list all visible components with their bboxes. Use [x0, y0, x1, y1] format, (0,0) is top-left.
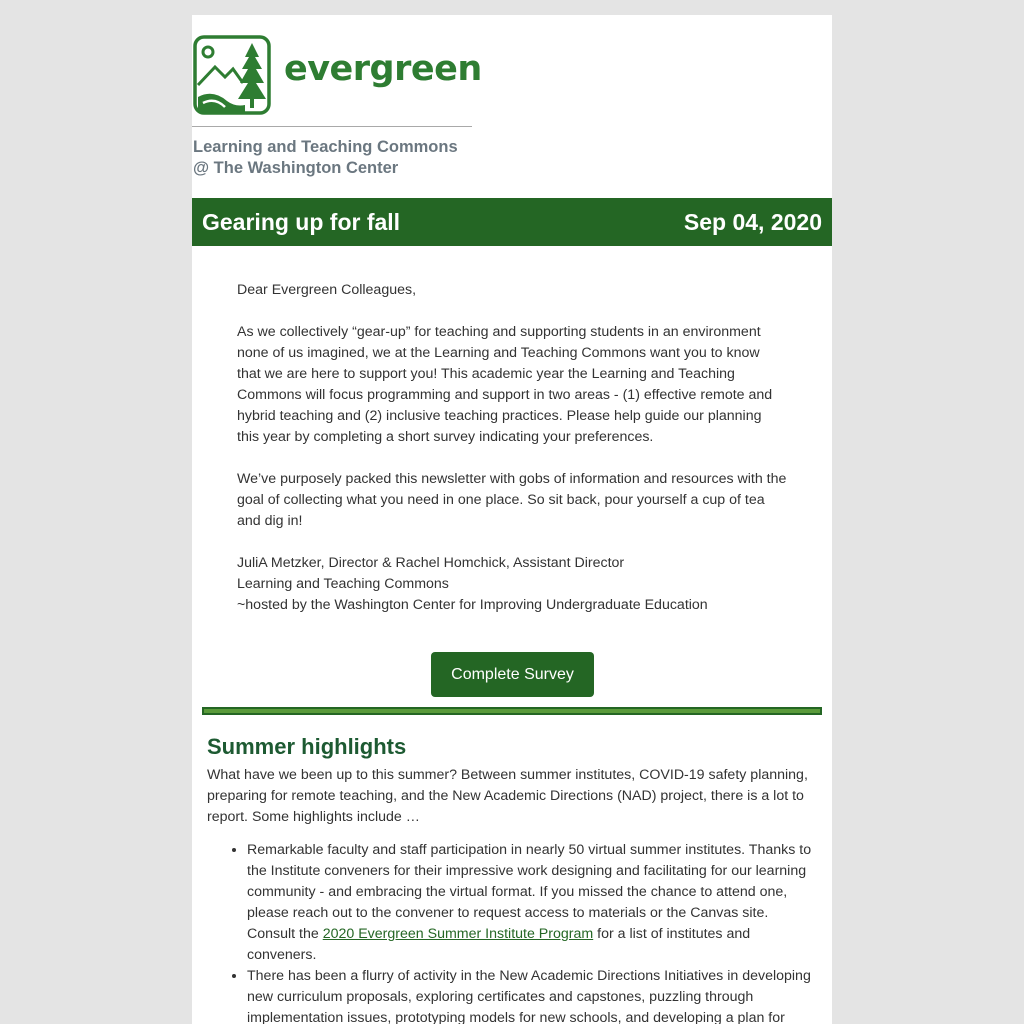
highlights-list: [207, 840, 819, 1024]
evergreen-tree-logo-icon: [193, 35, 271, 115]
bullet-1-text-after: for a list of institutes and conveners.: [247, 926, 751, 963]
newsletter-banner: [192, 198, 832, 246]
bullet-1-text-before: Remarkable faculty and staff participation in nearly 50 virtual summer institutes. Thanks to the Institute conveners for their impressive work designing and facilitating for our learning community - and embracing the virtual format. If you missed the chance to attend one, please reach out to the convener to request access to materials or the Canvas site. Consult the: [247, 842, 812, 942]
subtitle-line-1: Learning and Teaching Commons: [193, 138, 458, 156]
summer-highlights-section: [207, 732, 819, 1024]
welcome-letter: [237, 280, 787, 616]
org-subtitle: [193, 137, 493, 179]
letter-paragraph-2: We’ve purposely packed this newsletter with gobs of information and resources with the goal of collecting what you need in one place. So sit back, pour yourself a cup of tea and dig in!: [237, 471, 787, 529]
subtitle-line-2: @ The Washington Center: [193, 159, 399, 177]
letter-greeting: Dear Evergreen Colleagues,: [237, 282, 417, 298]
section-heading: Summer highlights: [207, 734, 407, 759]
list-item: • There has been a flurry of activity in the New Academic Directions Initiatives in developing new curriculum proposals, exploring certificates and capstones, puzzling through implementation issues, prototyping models for new schools, and developing a plan for: [247, 966, 819, 1024]
newsletter-title: Gearing up for fall: [202, 209, 401, 235]
section-divider: [202, 707, 822, 715]
evergreen-wordmark: evergreen: [284, 49, 482, 89]
logo-divider: [192, 126, 472, 127]
newsletter-page: [192, 15, 832, 1024]
complete-survey-button[interactable]: Complete Survey: [431, 652, 594, 697]
signature-line-2: Learning and Teaching Commons: [237, 576, 449, 592]
section-intro: What have we been up to this summer? Between summer institutes, COVID-19 safety planning, preparing for remote teaching, and the New Academic Directions (NAD) project, there is a lot to report. Some highlights include …: [207, 767, 808, 825]
signature-line-1: JuliA Metzker, Director & Rachel Homchick, Assistant Director: [237, 555, 625, 571]
signature-line-3: ~hosted by the Washington Center for Improving Undergraduate Education: [237, 597, 708, 613]
newsletter-date: Sep 04, 2020: [683, 209, 822, 235]
list-item: [247, 840, 819, 966]
evergreen-logo[interactable]: [192, 33, 492, 117]
letter-paragraph-1: As we collectively “gear-up” for teaching and supporting students in an environment none of us imagined, we at the Learning and Teaching Commons want you to know that we are here to support you! This academic year the Learning and Teaching Commons will focus programming and support in two areas - (1) effective remote and hybrid teaching and (2) inclusive teaching practices. Please help guide our planning this year by completing a short survey indicating your preferences.: [237, 324, 773, 445]
summer-institute-program-link[interactable]: 2020 Evergreen Summer Institute Program: [322, 926, 594, 942]
